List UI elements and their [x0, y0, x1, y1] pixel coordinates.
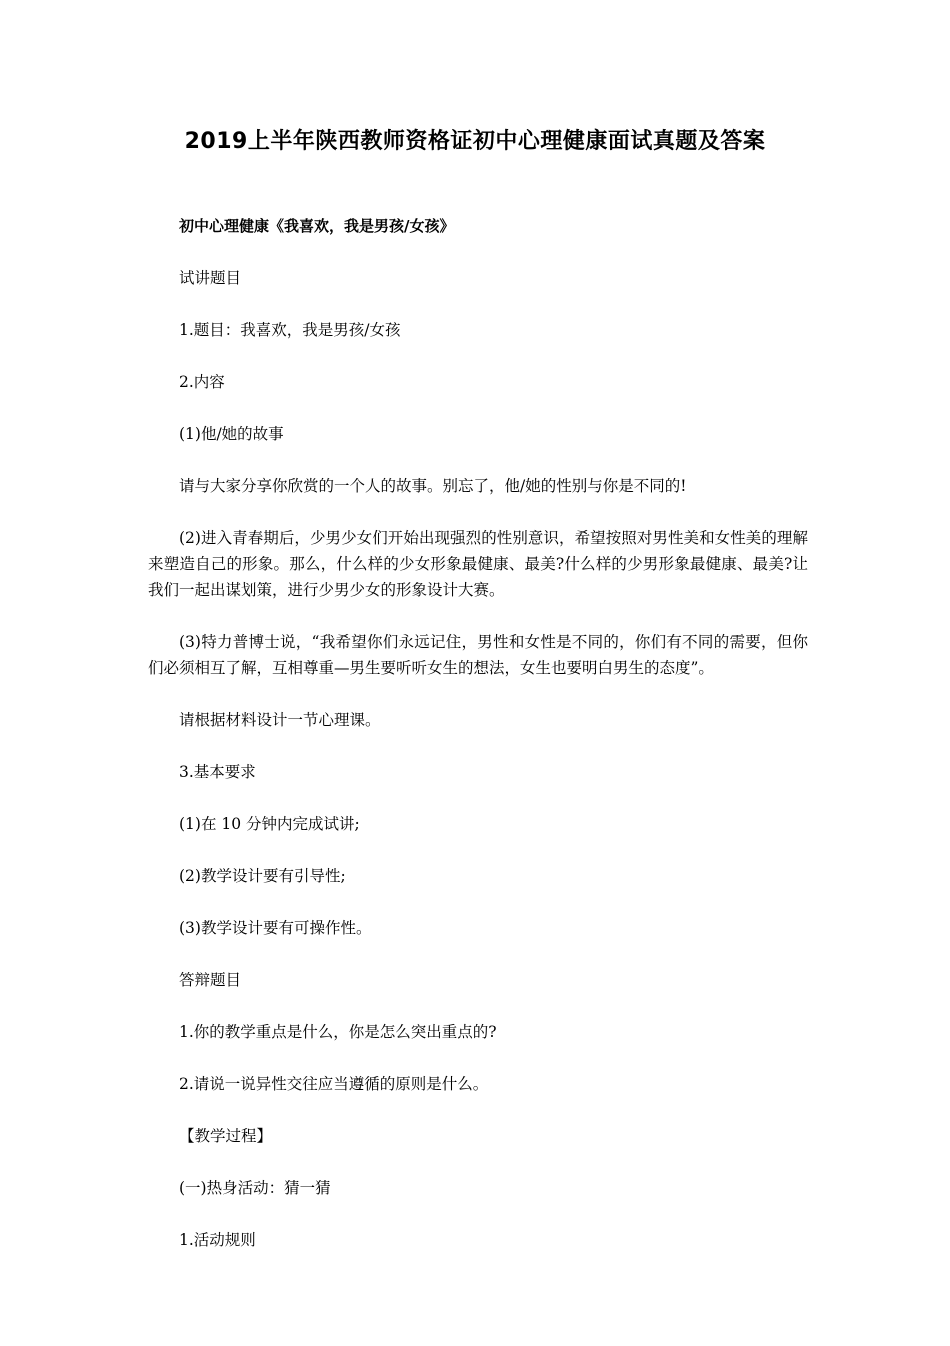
paragraph-topic: 1.题目：我喜欢，我是男孩/女孩 — [179, 321, 401, 339]
paragraph-question-1: 1.你的教学重点是什么，你是怎么突出重点的? — [179, 1023, 497, 1041]
document-title: 2019上半年陕西教师资格证初中心理健康面试真题及答案 — [184, 129, 766, 154]
paragraph-question-2: 2.请说一说异性交往应当遵循的原则是什么。 — [179, 1075, 489, 1093]
paragraph-design-request: 请根据材料设计一节心理课。 — [179, 711, 381, 729]
paragraph-requirement-2: (2)教学设计要有引导性; — [179, 867, 346, 885]
paragraph-requirement-1: (1)在 10 分钟内完成试讲; — [179, 815, 360, 833]
paragraph-activity-rules: 1.活动规则 — [179, 1231, 256, 1249]
document-body — [148, 213, 808, 1279]
section-label-trial-lecture: 试讲题目 — [179, 269, 242, 287]
paragraph-warmup-activity: (一)热身活动：猜一猜 — [179, 1179, 331, 1197]
paragraph-requirement-3: (3)教学设计要有可操作性。 — [179, 919, 372, 937]
lesson-heading: 初中心理健康《我喜欢，我是男孩/女孩》 — [179, 217, 455, 235]
section-label-teaching-process: 【教学过程】 — [179, 1127, 273, 1145]
section-label-defense: 答辩题目 — [179, 971, 242, 989]
paragraph-item-1: (1)他/她的故事 — [179, 425, 284, 443]
paragraph-item-3: (3)特力普博士说，“我希望你们永远记住，男性和女性是不同的，你们有不同的需要，但你们必须相互了解，互相尊重—男生要听听女生的想法，女生也要明白男生的态度”。 — [148, 633, 808, 677]
paragraph-share-story: 请与大家分享你欣赏的一个人的故事。别忘了，他/她的性别与你是不同的! — [179, 477, 687, 495]
paragraph-content-label: 2.内容 — [179, 373, 225, 391]
paragraph-requirements-label: 3.基本要求 — [179, 763, 256, 781]
paragraph-item-2: (2)进入青春期后，少男少女们开始出现强烈的性别意识，希望按照对男性美和女性美的理解来塑造自己的形象。那么，什么样的少女形象最健康、最美?什么样的少男形象最健康、最美?让我们一起出谋划策，进行少男少女的形象设计大赛。 — [148, 529, 808, 599]
